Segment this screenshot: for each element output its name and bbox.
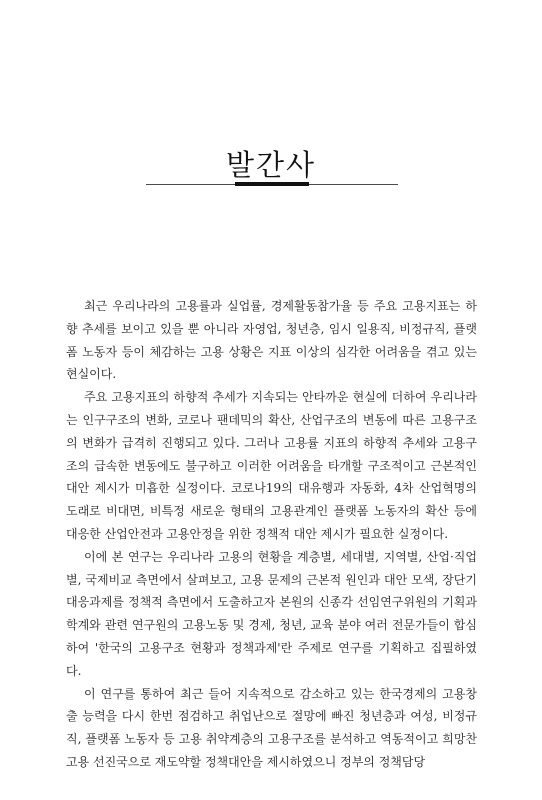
- paragraph-2: 주요 고용지표의 하향적 추세가 지속되는 안타까운 현실에 더하여 우리나라는 인구구조의 변화, 코로나 팬데믹의 확산, 산업구조의 변동에 따른 고용구조의 변화가 급격히 진행되고 있다. 그러나 고용률 지표의 하향적 추세와 고용구조의 급속한 변동에도 불구하고 이러한 어려움을 타개할 구조적이고 근본적인 대안 제시가 미흡한 실정이다. 코로나19의 대유행과 자동화, 4차 산업혁명의 도래로 비대면, 비특정 새로운 형태의 고용관계인 플랫폼 노동자의 확산 등에 대응한 산업안전과 고용안정을 위한 정책적 대안 제시가 필요한 실정이다.: [66, 390, 477, 541]
- page-title: 발간사: [225, 148, 317, 182]
- title-rule-accent: [235, 182, 309, 186]
- paragraph-4: 이 연구를 통하여 최근 들어 지속적으로 감소하고 있는 한국경제의 고용창출 능력을 다시 한번 점검하고 취업난으로 절망에 빠진 청년층과 여성, 비정규직, 플랫폼 노동자 등 고용 취약계층의 고용구조를 분석하고 역동적이고 희망찬 고용 선진국으로 재도약할 정책대안을 제시하였으니 정부의 정책담당: [66, 686, 477, 769]
- paragraph-1: 최근 우리나라의 고용률과 실업률, 경제활동참가율 등 주요 고용지표는 하향 추세를 보이고 있을 뿐 아니라 자영업, 청년층, 임시 일용직, 비정규직, 플랫폼 노동자 등이 체감하는 고용 상황은 지표 이상의 심각한 어려움을 겪고 있는 현실이다.: [66, 299, 477, 382]
- paragraph-3: 이에 본 연구는 우리나라 고용의 현황을 계층별, 세대별, 지역별, 산업·직업별, 국제비교 측면에서 살펴보고, 고용 문제의 근본적 원인과 대안 모색, 장단기 대응과제를 정책적 측면에서 도출하고자 본원의 신종각 선임연구위원의 기획과 학계와 관련 연구원의 고용노동 및 경제, 청년, 교육 분야 여러 전문가들이 합심하여 '한국의 고용구조 현황과 정책과제'란 주제로 연구를 기획하고 집필하였다.: [66, 549, 477, 678]
- foreword-body: [66, 295, 477, 774]
